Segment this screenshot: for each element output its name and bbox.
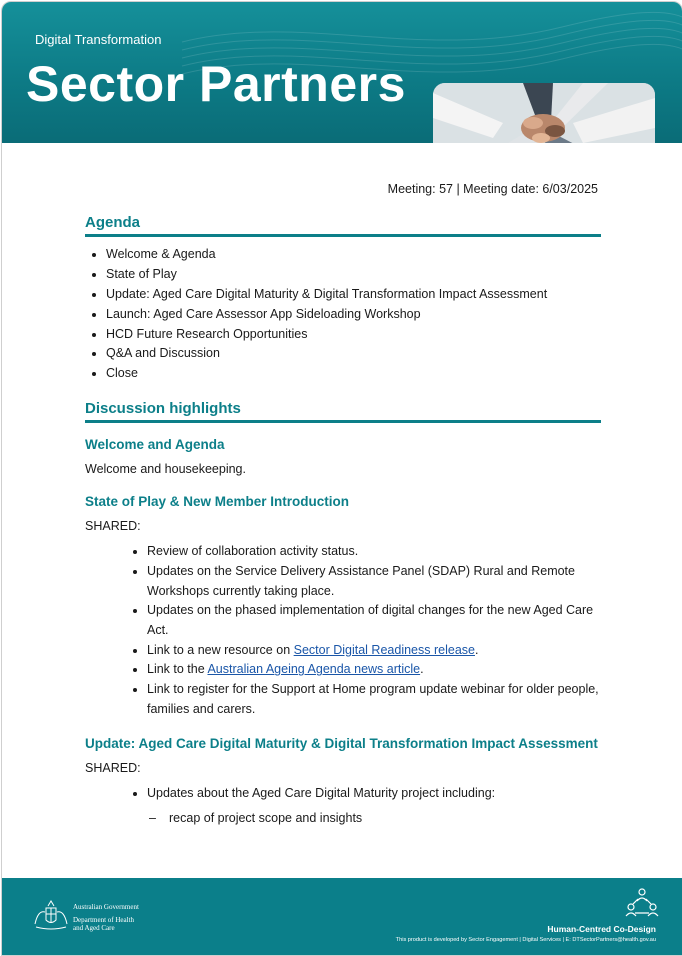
list-item [147,641,601,661]
digital-maturity-heading: Update: Aged Care Digital Maturity & Digital Transformation Impact Assessment [85,735,598,751]
gov-line2: Department of Health [73,916,135,924]
gov-line1: Australian Government [73,903,139,911]
digital-maturity-list [85,784,601,829]
list-item-text: . [420,662,424,677]
list-item: • Link to register for the Support at Home program update webinar for older people, families and carers. [147,680,601,719]
agenda-item: • Launch: Aged Care Assessor App Sideloading Workshop [106,305,601,325]
agenda-item: • Update: Aged Care Digital Maturity & Digital Transformation Impact Assessment [106,285,601,305]
discussion-heading: Discussion highlights [85,400,601,423]
agenda-item: • State of Play [106,265,601,285]
welcome-text: Welcome and housekeeping. [85,462,246,477]
header-kicker: Digital Transformation [35,32,162,47]
agenda-item: • Close [106,364,601,384]
hands-together-photo [433,83,655,143]
list-item-text: Updates about the Aged Care Digital Maturity project including: [147,785,496,800]
footer [2,878,682,955]
agenda-item: • HCD Future Research Opportunities [106,325,601,345]
footer-note: This product is developed by Sector Engagement | Digital Services | E: DTSectorPartners@health.gov.au [395,937,656,943]
sub-list-item: – recap of project scope and insights [169,809,601,829]
list-item: • Updates on the phased implementation of digital changes for the new Aged Care Act. [147,601,601,640]
page-title: Sector Partners [26,56,406,112]
agenda-item: • Q&A and Discussion [106,344,601,364]
list-item-text: Link to a new resource on [147,642,294,657]
list-item: • Review of collaboration activity status. [147,542,601,562]
list-item-text: Link to the [147,662,208,677]
hcd-brand: Human-Centred Co-Design [547,924,656,934]
shared-label: SHARED: [85,760,141,775]
state-of-play-heading: State of Play & New Member Introduction [85,494,350,510]
shared-label: SHARED: [85,519,141,534]
agenda-heading: Agenda [85,214,601,237]
people-network-icon [624,887,660,921]
coat-of-arms-icon [32,898,70,932]
header-banner [2,2,682,143]
ageing-agenda-news-link[interactable]: Australian Ageing Agenda news article [207,662,421,677]
document-page [1,1,682,956]
sector-digital-readiness-link[interactable]: Sector Digital Readiness release [293,642,475,657]
list-item-text: . [474,642,479,657]
agenda-item: • Welcome & Agenda [106,245,601,265]
list-item [147,660,601,680]
welcome-heading: Welcome and Agenda [85,437,225,453]
main-content [85,214,601,829]
sub-list [147,809,601,829]
meeting-info: Meeting: 57 | Meeting date: 6/03/2025 [387,182,598,196]
list-item: • Updates on the Service Delivery Assistance Panel (SDAP) Rural and Remote Workshops currently taking place. [147,562,601,601]
government-logo [32,898,162,938]
list-item [147,784,601,829]
agenda-list [85,245,601,384]
state-of-play-list [85,542,601,719]
gov-line3: and Aged Care [73,924,115,932]
